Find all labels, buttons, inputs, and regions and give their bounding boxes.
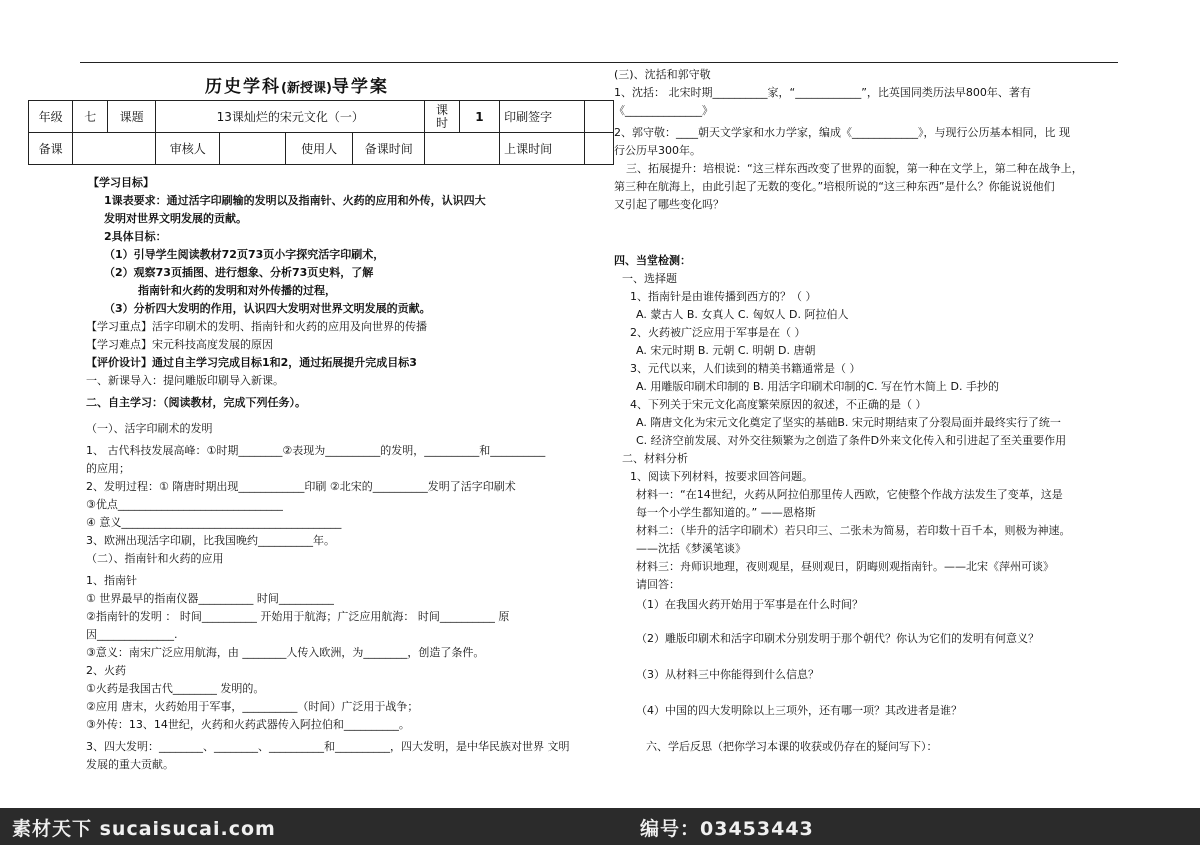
right-text-line: ——沈括《梦溪笔谈》: [636, 542, 746, 555]
right-text-line: 1、沈括： 北宋时期__________家，“____________”，比英国同类历法早800年、著有: [614, 86, 1031, 99]
left-text-line: 【评价设计】通过自主学习完成目标1和2，通过拓展提升完成目标3: [86, 356, 417, 369]
left-text-line: 发明对世界文明发展的贡献。: [104, 212, 247, 225]
grade-value: 七: [73, 101, 108, 133]
left-text-line: ① 世界最早的指南仪器__________ 时间__________: [86, 592, 334, 605]
right-text-line: 三、拓展提升：培根说：“这三样东西改变了世界的面貌，第一种在文学上，第二种在战争上，: [626, 162, 1083, 175]
left-text-line: 3、四大发明：________、________、__________和__________，四大发明，是中华民族对世界 文明: [86, 740, 570, 753]
right-text-line: A. 宋元时期 B. 元朝 C. 明朝 D. 唐朝: [636, 344, 816, 357]
left-text-line: 一、新课导入：提问雕版印刷导入新课。: [86, 374, 284, 387]
left-text-line: 3、欧洲出现活字印刷，比我国晚约__________年。: [86, 534, 335, 547]
right-text-line: 1、阅读下列材料，按要求回答问题。: [630, 470, 813, 483]
right-text-line: 材料三：舟师识地理，夜则观星，昼则观日，阴晦则观指南针。——北宋《萍州可谈》: [636, 560, 1054, 573]
right-text-line: 3、元代以来，人们读到的精美书籍通常是（ ）: [630, 362, 861, 375]
right-text-line: 每一个小学生都知道的。” ——恩格斯: [636, 506, 816, 519]
left-text-line: ③外传：13、14世纪，火药和火药武器传入阿拉伯和__________。: [86, 718, 410, 731]
right-text-line: A. 蒙古人 B. 女真人 C. 匈奴人 D. 阿拉伯人: [636, 308, 849, 321]
right-text-line: 第三种在航海上，由此引起了无数的变化。”培根所说的“这三种东西”是什么？你能说说他们: [614, 180, 1055, 193]
lesson-label: 课 时: [425, 101, 460, 133]
right-text-line: （3）从材料三中你能得到什么信息？: [636, 668, 819, 681]
prep-cell: [73, 133, 156, 165]
right-text-line: (三)、沈括和郭守敬: [614, 68, 711, 81]
site-logo: 素材天下 sucaisucai.com: [12, 818, 276, 840]
review-label: 审核人: [156, 133, 220, 165]
left-text-line: （3）分析四大发明的作用，认识四大发明对世界文明发展的贡献。: [104, 302, 431, 315]
right-text-line: （1）在我国火药开始用于军事是在什么时间？: [636, 598, 863, 611]
right-text-line: A. 隋唐文化为宋元文化奠定了坚实的基础B. 宋元时期结束了分裂局面并最终实行了统一: [636, 416, 1061, 429]
left-text-line: 2、发明过程：① 隋唐时期出现____________印刷 ②北宋的__________发明了活字印刷术: [86, 480, 516, 493]
right-text-line: 《______________》: [614, 104, 713, 117]
left-text-line: （一）、活字印刷术的发明: [86, 422, 213, 435]
right-text-line: 4、下列关于宋元文化高度繁荣原因的叙述，不正确的是（ ）: [630, 398, 927, 411]
top-rule: [80, 62, 1118, 63]
right-text-line: 2、郭守敬：____朝天文学家和水力学家，编成《____________》，与现行公历基本相同，比 现: [614, 126, 1070, 139]
left-text-line: 1、 古代科技发展高峰：①时期________②表现为__________的发明，__________和__________: [86, 444, 546, 457]
grade-label: 年级: [29, 101, 73, 133]
class-time-label: 上课时间: [500, 133, 585, 165]
left-text-line: 因______________.: [86, 628, 178, 641]
left-text-line: ③意义：南宋广泛应用航海，由 ________人传入欧洲，为________，创造了条件。: [86, 646, 485, 659]
left-text-line: 指南针和火药的发明和对外传播的过程，: [138, 284, 336, 297]
left-text-line: 1、指南针: [86, 574, 137, 587]
right-text-line: 1、指南针是由谁传播到西方的？（ ）: [630, 290, 817, 303]
lesson-value: 1: [459, 101, 499, 133]
image-number: 编号：03453443: [640, 818, 814, 840]
prep-time-cell: [425, 133, 500, 165]
left-text-line: 2、火药: [86, 664, 126, 677]
right-text-line: 材料一：“在14世纪，火药从阿拉伯那里传人西欧，它使整个作战方法发生了变革，这是: [636, 488, 1063, 501]
left-text-line: ①火药是我国古代________ 发明的。: [86, 682, 265, 695]
left-text-line: （二）、指南针和火药的应用: [86, 552, 224, 565]
left-text-line: ②指南针的发明 ： 时间__________ 开始用于航海；广泛应用航海： 时间__________ 原: [86, 610, 510, 623]
left-text-line: 2具体目标：: [104, 230, 167, 243]
topic-value: 13课灿烂的宋元文化（一）: [156, 101, 425, 133]
left-text-line: （2）观察73页插图、进行想象、分析73页史料，了解: [104, 266, 374, 279]
right-text-line: A. 用雕版印刷术印制的 B. 用活字印刷术印制的C. 写在竹木简上 D. 手抄的: [636, 380, 999, 393]
left-text-line: 发展的重大贡献。: [86, 758, 174, 771]
left-text-line: ②应用 唐末，火药始用于军事，__________（时间）广泛用于战争；: [86, 700, 419, 713]
left-text-line: 【学习目标】: [88, 176, 154, 189]
right-text-line: 六、学后反思（把你学习本课的收获或仍存在的疑问写下）：: [646, 740, 938, 753]
right-text-line: 一、选择题: [622, 272, 677, 285]
right-text-line: （2）雕版印刷术和活字印刷术分别发明于那个朝代？你认为它们的发明有何意义？: [636, 632, 1039, 645]
left-text-line: 【学习重点】活字印刷术的发明、指南针和火药的应用及向世界的传播: [86, 320, 427, 333]
print-sign-cell: [585, 101, 614, 133]
right-text-line: 材料二：（毕升的活字印刷术）若只印三、二张未为简易，若印数十百千本，则极为神速。: [636, 524, 1071, 537]
class-time-cell: [585, 133, 614, 165]
prep-label: 备课: [29, 133, 73, 165]
review-cell: [220, 133, 286, 165]
left-text-line: 二、自主学习：（阅读教材，完成下列任务）。: [86, 396, 306, 409]
left-text-line: ④ 意义________________________________________: [86, 516, 342, 529]
title-subtitle: 新授课: [286, 81, 326, 96]
watermark-footer: [0, 808, 1200, 845]
right-text-line: 2、火药被广泛应用于军事是在（ ）: [630, 326, 806, 339]
right-text-line: 行公历早300年。: [614, 144, 701, 157]
page-title: 历史学科(新授课)导学案: [205, 77, 389, 97]
left-text-line: （1）引导学生阅读教材72页73页小字探究活字印刷术，: [104, 248, 385, 261]
right-text-line: 请回答：: [636, 578, 680, 591]
right-text-line: （4）中国的四大发明除以上三项外，还有哪一项？其改进者是谁？: [636, 704, 962, 717]
left-text-line: 【学习难点】宋元科技高度发展的原因: [86, 338, 273, 351]
prep-time-label: 备课时间: [353, 133, 425, 165]
right-text-line: 二、材料分析: [622, 452, 688, 465]
print-label: 印刷签字: [500, 101, 585, 133]
topic-label: 课题: [108, 101, 156, 133]
right-text-line: C. 经济空前发展、对外交往频繁为之创造了条件D外来文化传入和引进起了至关重要作用: [636, 434, 1067, 447]
left-text-line: 1课表要求：通过活字印刷输的发明以及指南针、火药的应用和外传，认识四大: [104, 194, 486, 207]
user-label: 使用人: [285, 133, 353, 165]
left-text-line: 的应用；: [86, 462, 130, 475]
left-text-line: ③优点______________________________: [86, 498, 283, 511]
header-info-table: [28, 100, 614, 165]
right-text-line: 又引起了哪些变化吗？: [614, 198, 724, 211]
right-text-line: 四、当堂检测：: [614, 254, 691, 267]
